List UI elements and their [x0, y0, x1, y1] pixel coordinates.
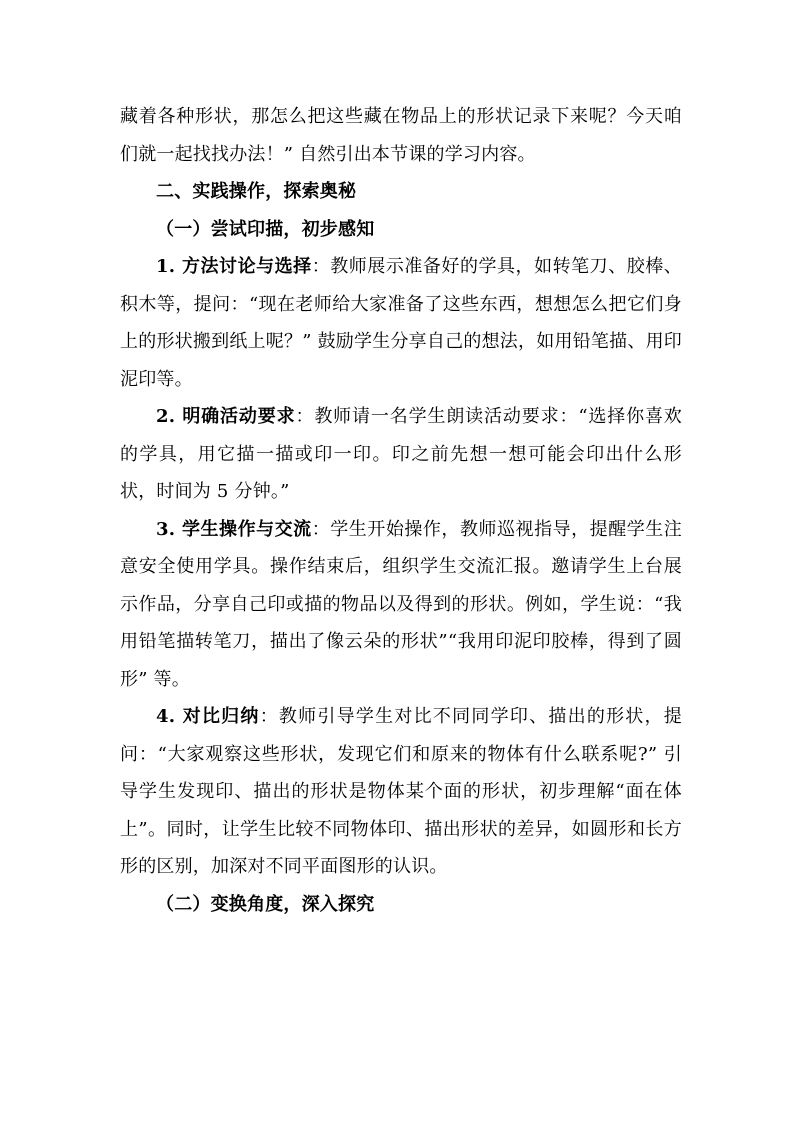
paragraph-text: ：教师引导学生对比不同同学印、描出的形状，提问：“大家观察这些形状，发现它们和原来的物体有什么联系呢?” 引导学生发现印、描出的形状是物体某个面的形状，初步理解“面在体上”。同时，让学生比较不同物体印、描出形状的差异，如圆形和长方形的区别，加深对不同平面图形的认识。 [120, 706, 682, 877]
paragraph-text: ：教师展示准备好的学具，如转笔刀、胶棒、积木等，提问：“现在老师给大家准备了这些东西，想想怎么把它们身上的形状搬到纸上呢？” 鼓励学生分享自己的想法，如用铅笔描、用印泥印等。 [120, 256, 683, 390]
paragraph-text: ：教师请一名学生朗读活动要求：“选择你喜欢的学具，用它描一描或印一印。印之前先想一想可能会印出什么形状，时间为 5 分钟。” [120, 406, 683, 502]
paragraph-label: 4. 对比归纳 [156, 706, 260, 727]
paragraph-activity-requirements [120, 398, 682, 511]
subsection-heading-2: （二）变换角度，深入探究 [156, 893, 375, 915]
document-body [120, 98, 682, 923]
paragraph-label: 1. 方法讨论与选择 [156, 256, 312, 277]
section-heading: 二、实践操作，探索奥秘 [156, 181, 357, 202]
paragraph-intro-continued: 藏着各种形状，那怎么把这些藏在物品上的形状记录下来呢？今天咱们就一起找找办法！” 自然引出本节课的学习内容。 [120, 106, 682, 165]
subsection-heading-1: （一）尝试印描，初步感知 [156, 218, 375, 240]
paragraph-label: 2. 明确活动要求 [156, 406, 296, 427]
paragraph-comparison [120, 698, 682, 886]
paragraph-method-discussion [120, 248, 682, 398]
paragraph-student-operation [120, 511, 682, 699]
paragraph-label: 3. 学生操作与交流 [156, 518, 312, 540]
paragraph-text: ：学生开始操作，教师巡视指导，提醒学生注意安全使用学具。操作结束后，组织学生交流汇报。邀请学生上台展示作品，分享自己印或描的物品以及得到的形状。例如，学生说：“我用铅笔描转笔刀，描出了像云朵的形状”“我用印泥印胶棒，得到了圆形” 等。 [120, 518, 683, 690]
